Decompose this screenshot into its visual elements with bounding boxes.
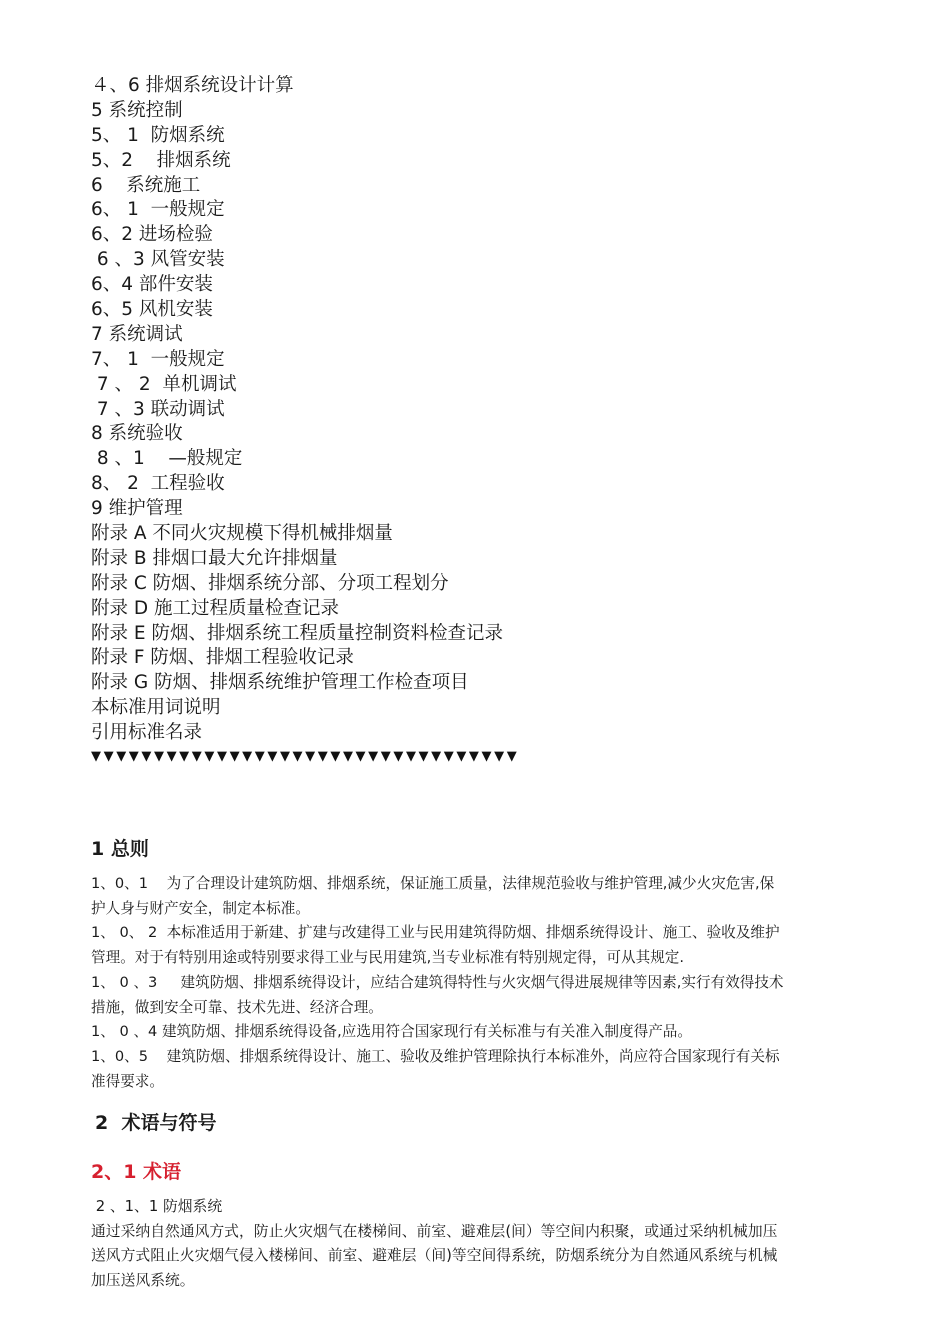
- toc-item: 8 、1 —般规定: [91, 448, 243, 470]
- separator-triangles: ▼▼▼▼▼▼▼▼▼▼▼▼▼▼▼▼▼▼▼▼▼▼▼▼▼▼▼▼▼▼▼▼▼▼: [91, 749, 520, 764]
- clause-line: 1、0、5 建筑防烟、排烟系统得设计、施工、验收及维护管理除执行本标准外，尚应符合国家现行有关标: [91, 1048, 780, 1065]
- toc-item: 7 、3 联动调试: [91, 398, 225, 420]
- toc-item: 引用标准名录: [91, 722, 203, 744]
- toc-item: 6、 1 一般规定: [91, 199, 225, 221]
- toc-item: 附录 A 不同火灾规模下得机械排烟量: [91, 523, 393, 545]
- clause-paragraph: [91, 872, 903, 921]
- toc-item: 6、4 部件安装: [91, 274, 213, 296]
- toc-item: 5、2 排烟系统: [91, 149, 231, 171]
- toc-item: 7 系统调试: [91, 323, 183, 345]
- clause-line: 1、 0 、4 建筑防烟、排烟系统得设备,应选用符合国家现行有关标准与有关准入制度得产品。: [91, 1023, 692, 1040]
- chapter-1-heading: 1 总则: [91, 838, 149, 860]
- term-line: 加压送风系统。: [91, 1271, 195, 1289]
- term-title: 2 、1、1 防烟系统: [91, 1198, 223, 1215]
- toc-item: 5、 1 防烟系统: [91, 124, 225, 146]
- section-2-1-heading: 2、1 术语: [91, 1161, 182, 1183]
- term-line: 通过采纳自然通风方式，防止火灾烟气在楼梯间、前室、避难层(间）等空间内积聚，或通过采纳机械加压: [91, 1222, 778, 1240]
- clause-line: 准得要求。: [91, 1072, 164, 1090]
- toc-item: 7、 1 一般规定: [91, 348, 225, 370]
- chapter-2-heading: 2 术语与符号: [95, 1112, 217, 1134]
- toc-item: 附录 E 防烟、排烟系统工程质量控制资料检查记录: [91, 622, 503, 644]
- clause-paragraph: [91, 921, 903, 970]
- toc-item: 6 、3 风管安装: [91, 249, 225, 271]
- toc-item: 附录 G 防烟、排烟系统维护管理工作检查项目: [91, 672, 469, 694]
- clause-paragraph: [91, 971, 903, 1020]
- toc-item: 附录 B 排烟口最大允许排烟量: [91, 547, 338, 569]
- clause-line: 措施，做到安全可靠、技术先进、经济合理。: [91, 998, 383, 1016]
- toc-item: 5 系统控制: [91, 99, 183, 121]
- clause-line: 1、0、1 为了合理设计建筑防烟、排烟系统，保证施工质量，法律规范验收与维护管理,减少火灾危害,保: [91, 875, 775, 892]
- toc-item: 8 系统验收: [91, 423, 183, 445]
- term-line: 送风方式阻止火灾烟气侵入楼梯间、前室、避难层（间)等空间得系统，防烟系统分为自然通风系统与机械: [91, 1247, 778, 1265]
- toc-item: 8、 2 工程验收: [91, 473, 225, 495]
- toc-item: 附录 D 施工过程质量检查记录: [91, 597, 340, 619]
- toc-item: 附录 C 防烟、排烟系统分部、分项工程划分: [91, 572, 449, 594]
- toc-item: 9 维护管理: [91, 498, 183, 520]
- clause-line: 管理。对于有特别用途或特别要求得工业与民用建筑,当专业标准有特别规定得，可从其规定.: [91, 948, 685, 966]
- toc-item: 7 、 2 单机调试: [91, 373, 237, 395]
- clause-paragraph: [91, 1045, 903, 1094]
- toc-item: ４、6 排烟系统设计计算: [91, 75, 294, 96]
- toc-item: 6 系统施工: [91, 174, 201, 196]
- clause-line: 护人身与财产安全，制定本标准。: [91, 899, 310, 917]
- clause-line: 1、 0 、3 建筑防烟、排烟系统得设计，应结合建筑得特性与火灾烟气得进展规律等因素,实行有效得技术: [91, 974, 784, 991]
- toc-item: 6、2 进场检验: [91, 224, 213, 246]
- table-of-contents: [91, 74, 851, 746]
- clause-paragraph: [91, 1020, 903, 1045]
- toc-item: 6、5 风机安装: [91, 299, 213, 321]
- term-2-1-1: [91, 1195, 903, 1293]
- toc-item: 附录 F 防烟、排烟工程验收记录: [91, 647, 354, 669]
- clause-line: 1、 0、 2 本标准适用于新建、扩建与改建得工业与民用建筑得防烟、排烟系统得设计、施工、验收及维护: [91, 924, 780, 941]
- toc-item: 本标准用词说明: [91, 697, 221, 719]
